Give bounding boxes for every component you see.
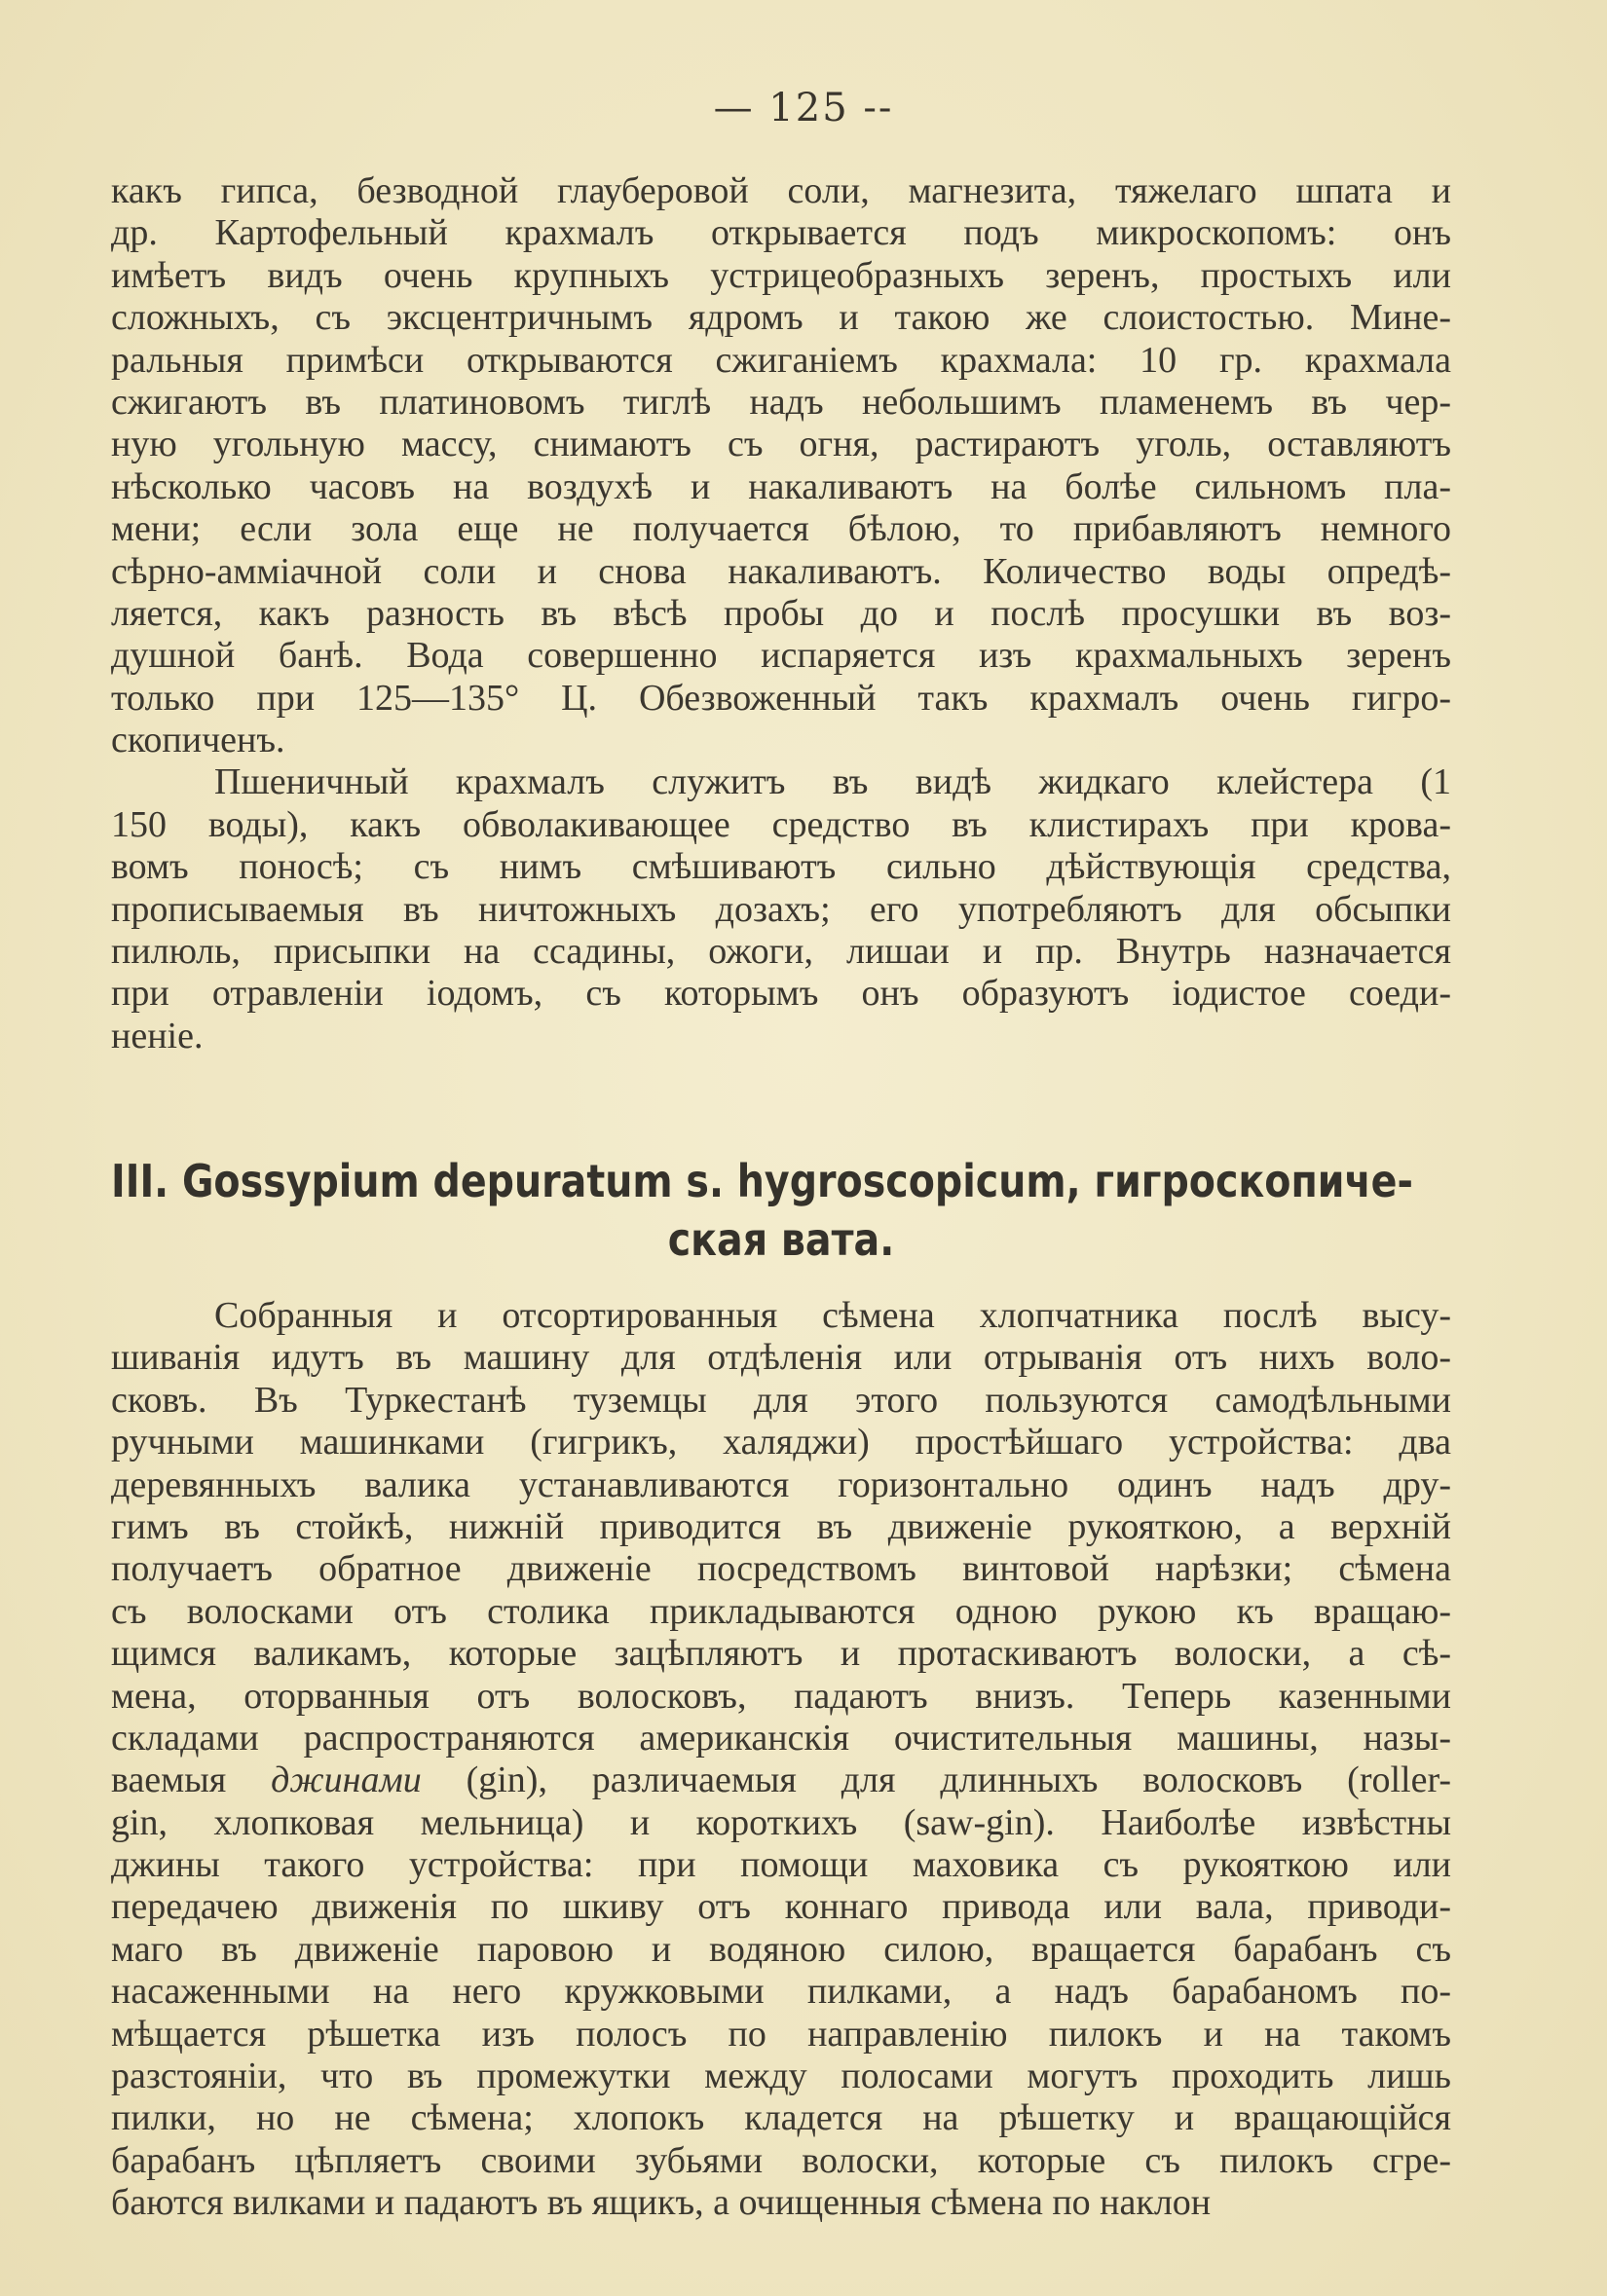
text-line: какъ гипса, безводной глауберовой соли, магнезита, тяжелаго шпата и (111, 170, 1451, 211)
text-line: получаетъ обратное движеніе посредствомъ винтовой нарѣзки; сѣмена (111, 1548, 1451, 1590)
text-line: сковъ. Въ Туркестанѣ туземцы для этого пользуются самодѣльными (111, 1379, 1451, 1421)
text-line: маго въ движеніе паровою и водяною силою, вращается барабанъ съ (111, 1928, 1451, 1970)
text-line: сѣрно-амміачной соли и снова накаливаютъ. Количество воды опредѣ- (111, 550, 1451, 592)
text-line: ручными машинками (гигрикъ, халяджи) простѣйшаго устройства: два (111, 1422, 1451, 1463)
text-line: мена, оторванныя отъ волосковъ, падаютъ внизъ. Теперь казенными (111, 1675, 1451, 1717)
text-line: разстояніи, что въ промежутки между полосами могутъ проходить лишь (111, 2055, 1451, 2097)
text-line: только при 125—135° Ц. Обезвоженный такъ крахмалъ очень гигро- (111, 677, 1451, 719)
text-line: мени; если зола еще не получается бѣлою, то прибавляютъ немного (111, 508, 1451, 550)
text-line: имѣетъ видъ очень крупныхъ устрицеобразныхъ зеренъ, простыхъ или (111, 254, 1451, 296)
text-line: гимъ въ стойкѣ, нижній приводится въ движеніе рукояткою, а верхній (111, 1505, 1451, 1547)
section-heading-line: ская вата. (667, 1213, 895, 1266)
text-line: джины такого устройства: при помощи маховика съ рукояткою или (111, 1844, 1451, 1886)
text-line: прописываемыя въ ничтожныхъ дозахъ; его употребляютъ для обсыпки (111, 888, 1451, 930)
page-number: — 125 -- (713, 86, 894, 130)
section-heading-line: III. Gossypium depuratum s. hygroscopicum, гигроскопиче- (111, 1155, 1413, 1207)
text-line: мѣщается рѣшетка изъ полосъ по направленію пилокъ и на такомъ (111, 2013, 1451, 2055)
text-line: 150 воды), какъ обволакивающее средство въ клистирахъ при крова- (111, 803, 1451, 845)
text-fragment: ваемыя (111, 1759, 272, 1801)
text-line: шиванія идутъ въ машину для отдѣленія или отрыванія отъ нихъ воло- (111, 1337, 1451, 1379)
text-line: душной банѣ. Вода совершенно испаряется изъ крахмальныхъ зеренъ (111, 635, 1451, 677)
text-line: съ волосками отъ столика прикладываются одною рукою къ вращаю- (111, 1590, 1451, 1632)
text-line: насаженными на него кружковыми пилками, а надъ барабаномъ по- (111, 1971, 1451, 2013)
text-line: нѣсколько часовъ на воздухѣ и накаливаютъ на болѣе сильномъ пла- (111, 465, 1451, 507)
italic-term-gin: джинами (271, 1759, 422, 1801)
text-line: деревянныхъ валика устанавливаются горизонтально одинъ надъ дру- (111, 1463, 1451, 1505)
text-line: складами распространяются американскія очистительныя машины, назы- (111, 1717, 1451, 1759)
text-line-mixed (111, 1759, 1451, 1801)
text-line: неніе. (111, 1015, 204, 1056)
section-heading (111, 1152, 1413, 1269)
text-line: пилюль, присыпки на ссадины, ожоги, лишаи и пр. Внутрь назначается (111, 931, 1451, 973)
text-line: сжигаютъ въ платиновомъ тиглѣ надъ небольшимъ пламенемъ въ чер- (111, 381, 1451, 423)
text-line: вомъ поносѣ; съ нимъ смѣшиваютъ сильно дѣйствующія средства, (111, 846, 1451, 888)
text-line: при отравленіи іодомъ, съ которымъ онъ образуютъ іодистое соеди- (111, 973, 1451, 1015)
text-line: gin, хлопковая мельница) и короткихъ (saw-gin). Наиболѣе извѣстны (111, 1801, 1451, 1843)
text-line: щимся валикамъ, которые зацѣпляютъ и протаскиваютъ волоски, а сѣ- (111, 1633, 1451, 1675)
text-line: ную угольную массу, снимаютъ съ огня, растираютъ уголь, оставляютъ (111, 424, 1451, 465)
text-line: барабанъ цѣпляетъ своими зубьями волоски, которые съ пилокъ сгре- (111, 2139, 1451, 2181)
paragraph-starch (111, 170, 1451, 1057)
text-line: др. Картофельный крахмалъ открывается подъ микроскопомъ: онъ (111, 212, 1451, 254)
text-line: сложныхъ, съ эксцентричнымъ ядромъ и такою же слоистостью. Мине- (111, 297, 1451, 339)
text-line: пилки, но не сѣмена; хлопокъ кладется на рѣшетку и вращающійся (111, 2097, 1451, 2139)
text-line: ральныя примѣси открываются сжиганіемъ крахмала: 10 гр. крахмала (111, 339, 1451, 381)
text-line: скопиченъ. (111, 720, 285, 761)
text-line: Пшеничный крахмалъ служитъ въ видѣ жидкаго клейстера (1 (214, 761, 1451, 803)
text-fragment: (gin), различаемыя для длинныхъ волосковъ (roller- (466, 1759, 1452, 1801)
paragraph-cotton (111, 1295, 1451, 2225)
text-line: ляется, какъ разность въ вѣсѣ пробы до и послѣ просушки въ воз- (111, 592, 1451, 634)
text-line: передачею движенія по шкиву отъ коннаго привода или вала, приводи- (111, 1886, 1451, 1928)
text-line: баются вилками и падаютъ въ ящикъ, а очищенныя сѣмена по наклон (111, 2182, 1212, 2224)
text-line: Собранныя и отсортированныя сѣмена хлопчатника послѣ высу- (214, 1295, 1451, 1336)
